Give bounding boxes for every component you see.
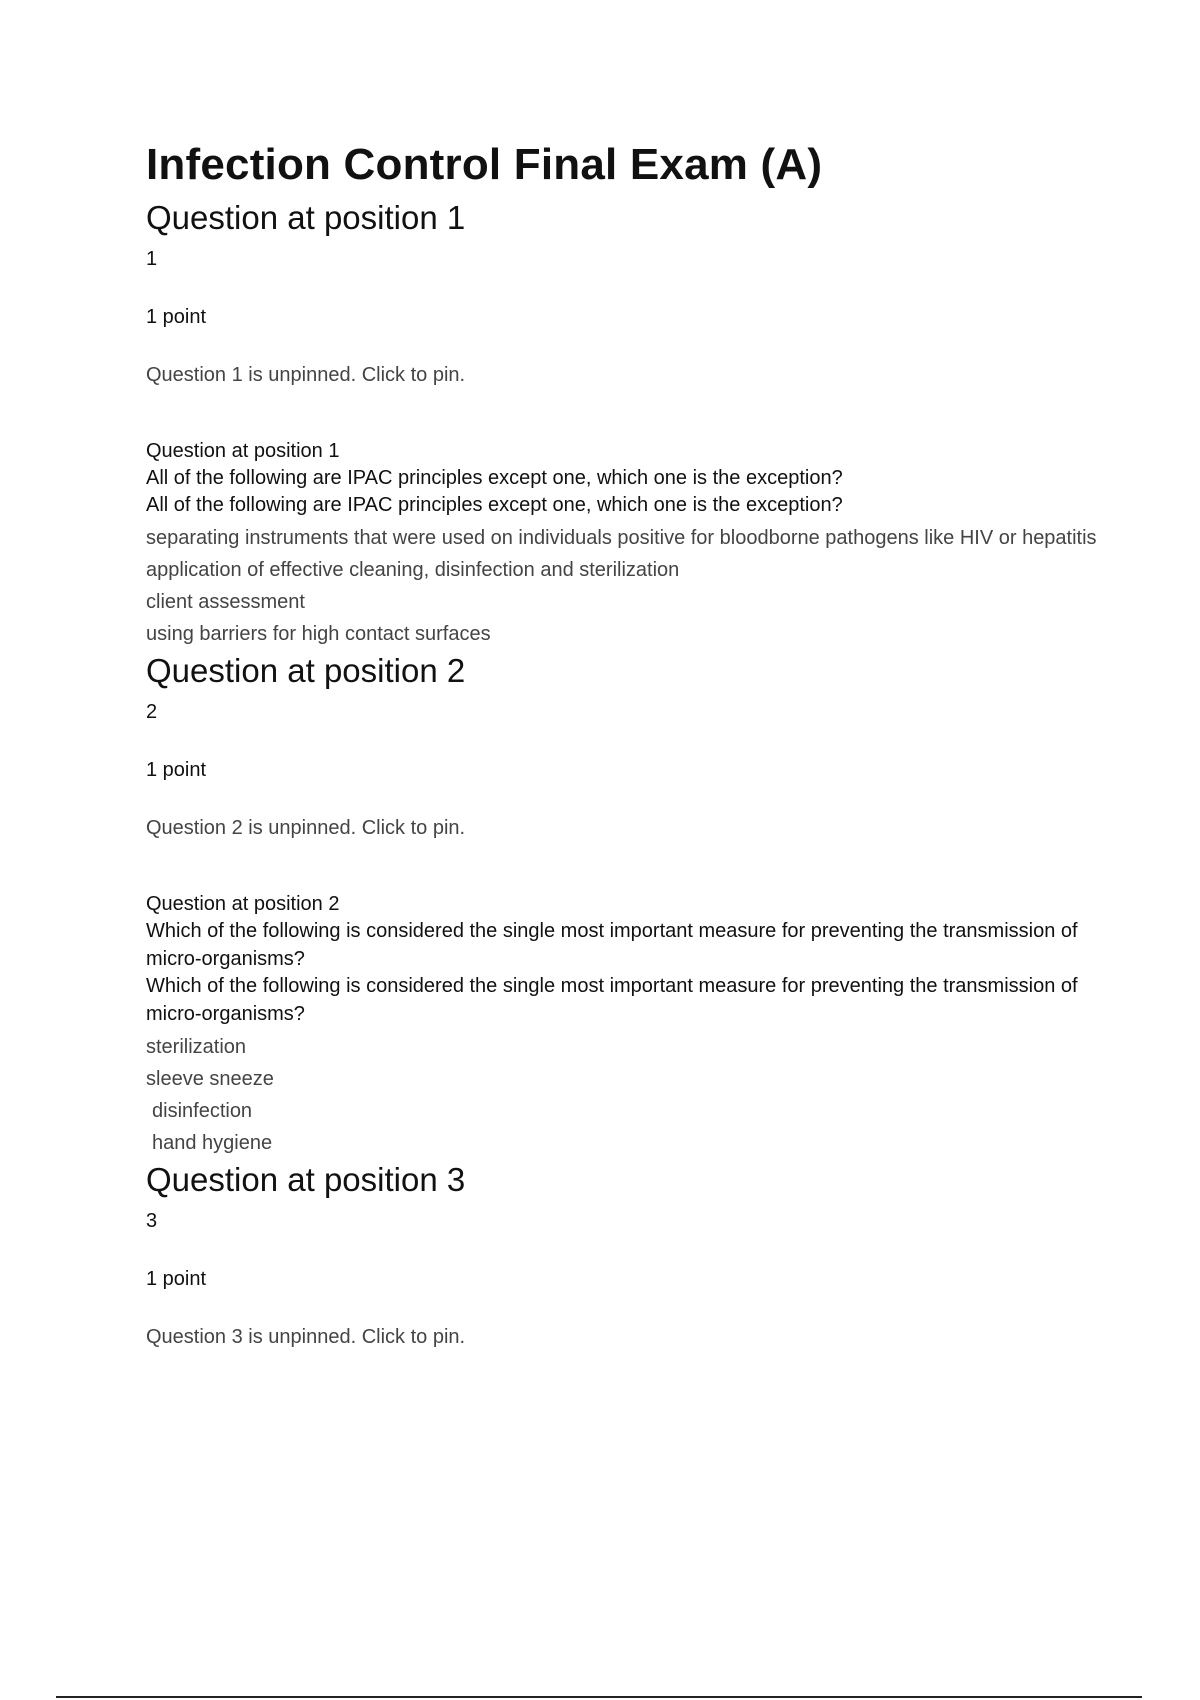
page-bottom-divider xyxy=(56,1696,1142,1698)
question-1 xyxy=(146,197,1106,650)
question-body xyxy=(146,891,1106,1158)
question-heading: Question at position 3 xyxy=(146,1160,466,1198)
question-text-repeat: Which of the following is considered the single most important measure for preventing the transmission of micro-organisms? xyxy=(146,975,1078,1026)
question-points: 1 point xyxy=(146,759,207,782)
question-number: 2 xyxy=(146,701,158,724)
answer-option[interactable]: separating instruments that were used on individuals positive for bloodborne pathogens like HIV or hepatitis xyxy=(146,527,1097,550)
question-text: Which of the following is considered the single most important measure for preventing the transmission of micro-organisms? xyxy=(146,920,1078,970)
answer-options xyxy=(146,1031,1106,1159)
question-text-repeat: All of the following are IPAC principles except one, which one is the exception? xyxy=(146,494,843,517)
question-text: All of the following are IPAC principles except one, which one is the exception? xyxy=(146,466,843,489)
answer-option[interactable]: disinfection xyxy=(152,1099,253,1122)
question-label: Question at position 1 xyxy=(146,439,340,462)
question-number: 3 xyxy=(146,1209,158,1232)
question-heading: Question at position 1 xyxy=(146,198,466,236)
question-body xyxy=(146,438,1106,650)
answer-option[interactable]: sleeve sneeze xyxy=(146,1067,274,1090)
pin-question-link[interactable]: Question 1 is unpinned. Click to pin. xyxy=(146,363,466,386)
question-3 xyxy=(146,1159,1106,1350)
pin-question-link[interactable]: Question 2 is unpinned. Click to pin. xyxy=(146,817,466,840)
question-2 xyxy=(146,650,1106,1159)
question-points: 1 point xyxy=(146,305,207,328)
exam-page xyxy=(146,140,1106,1350)
answer-options xyxy=(146,522,1106,650)
question-label: Question at position 2 xyxy=(146,893,340,916)
answer-option[interactable]: using barriers for high contact surfaces xyxy=(146,623,491,646)
question-points: 1 point xyxy=(146,1267,207,1290)
answer-option[interactable]: sterilization xyxy=(146,1035,247,1058)
exam-title: Infection Control Final Exam (A) xyxy=(146,140,823,189)
answer-option[interactable]: client assessment xyxy=(146,591,305,614)
question-heading: Question at position 2 xyxy=(146,652,466,690)
question-number: 1 xyxy=(146,247,158,270)
answer-option[interactable]: hand hygiene xyxy=(152,1131,273,1154)
answer-option[interactable]: application of effective cleaning, disinfection and sterilization xyxy=(146,559,680,582)
pin-question-link[interactable]: Question 3 is unpinned. Click to pin. xyxy=(146,1325,466,1348)
